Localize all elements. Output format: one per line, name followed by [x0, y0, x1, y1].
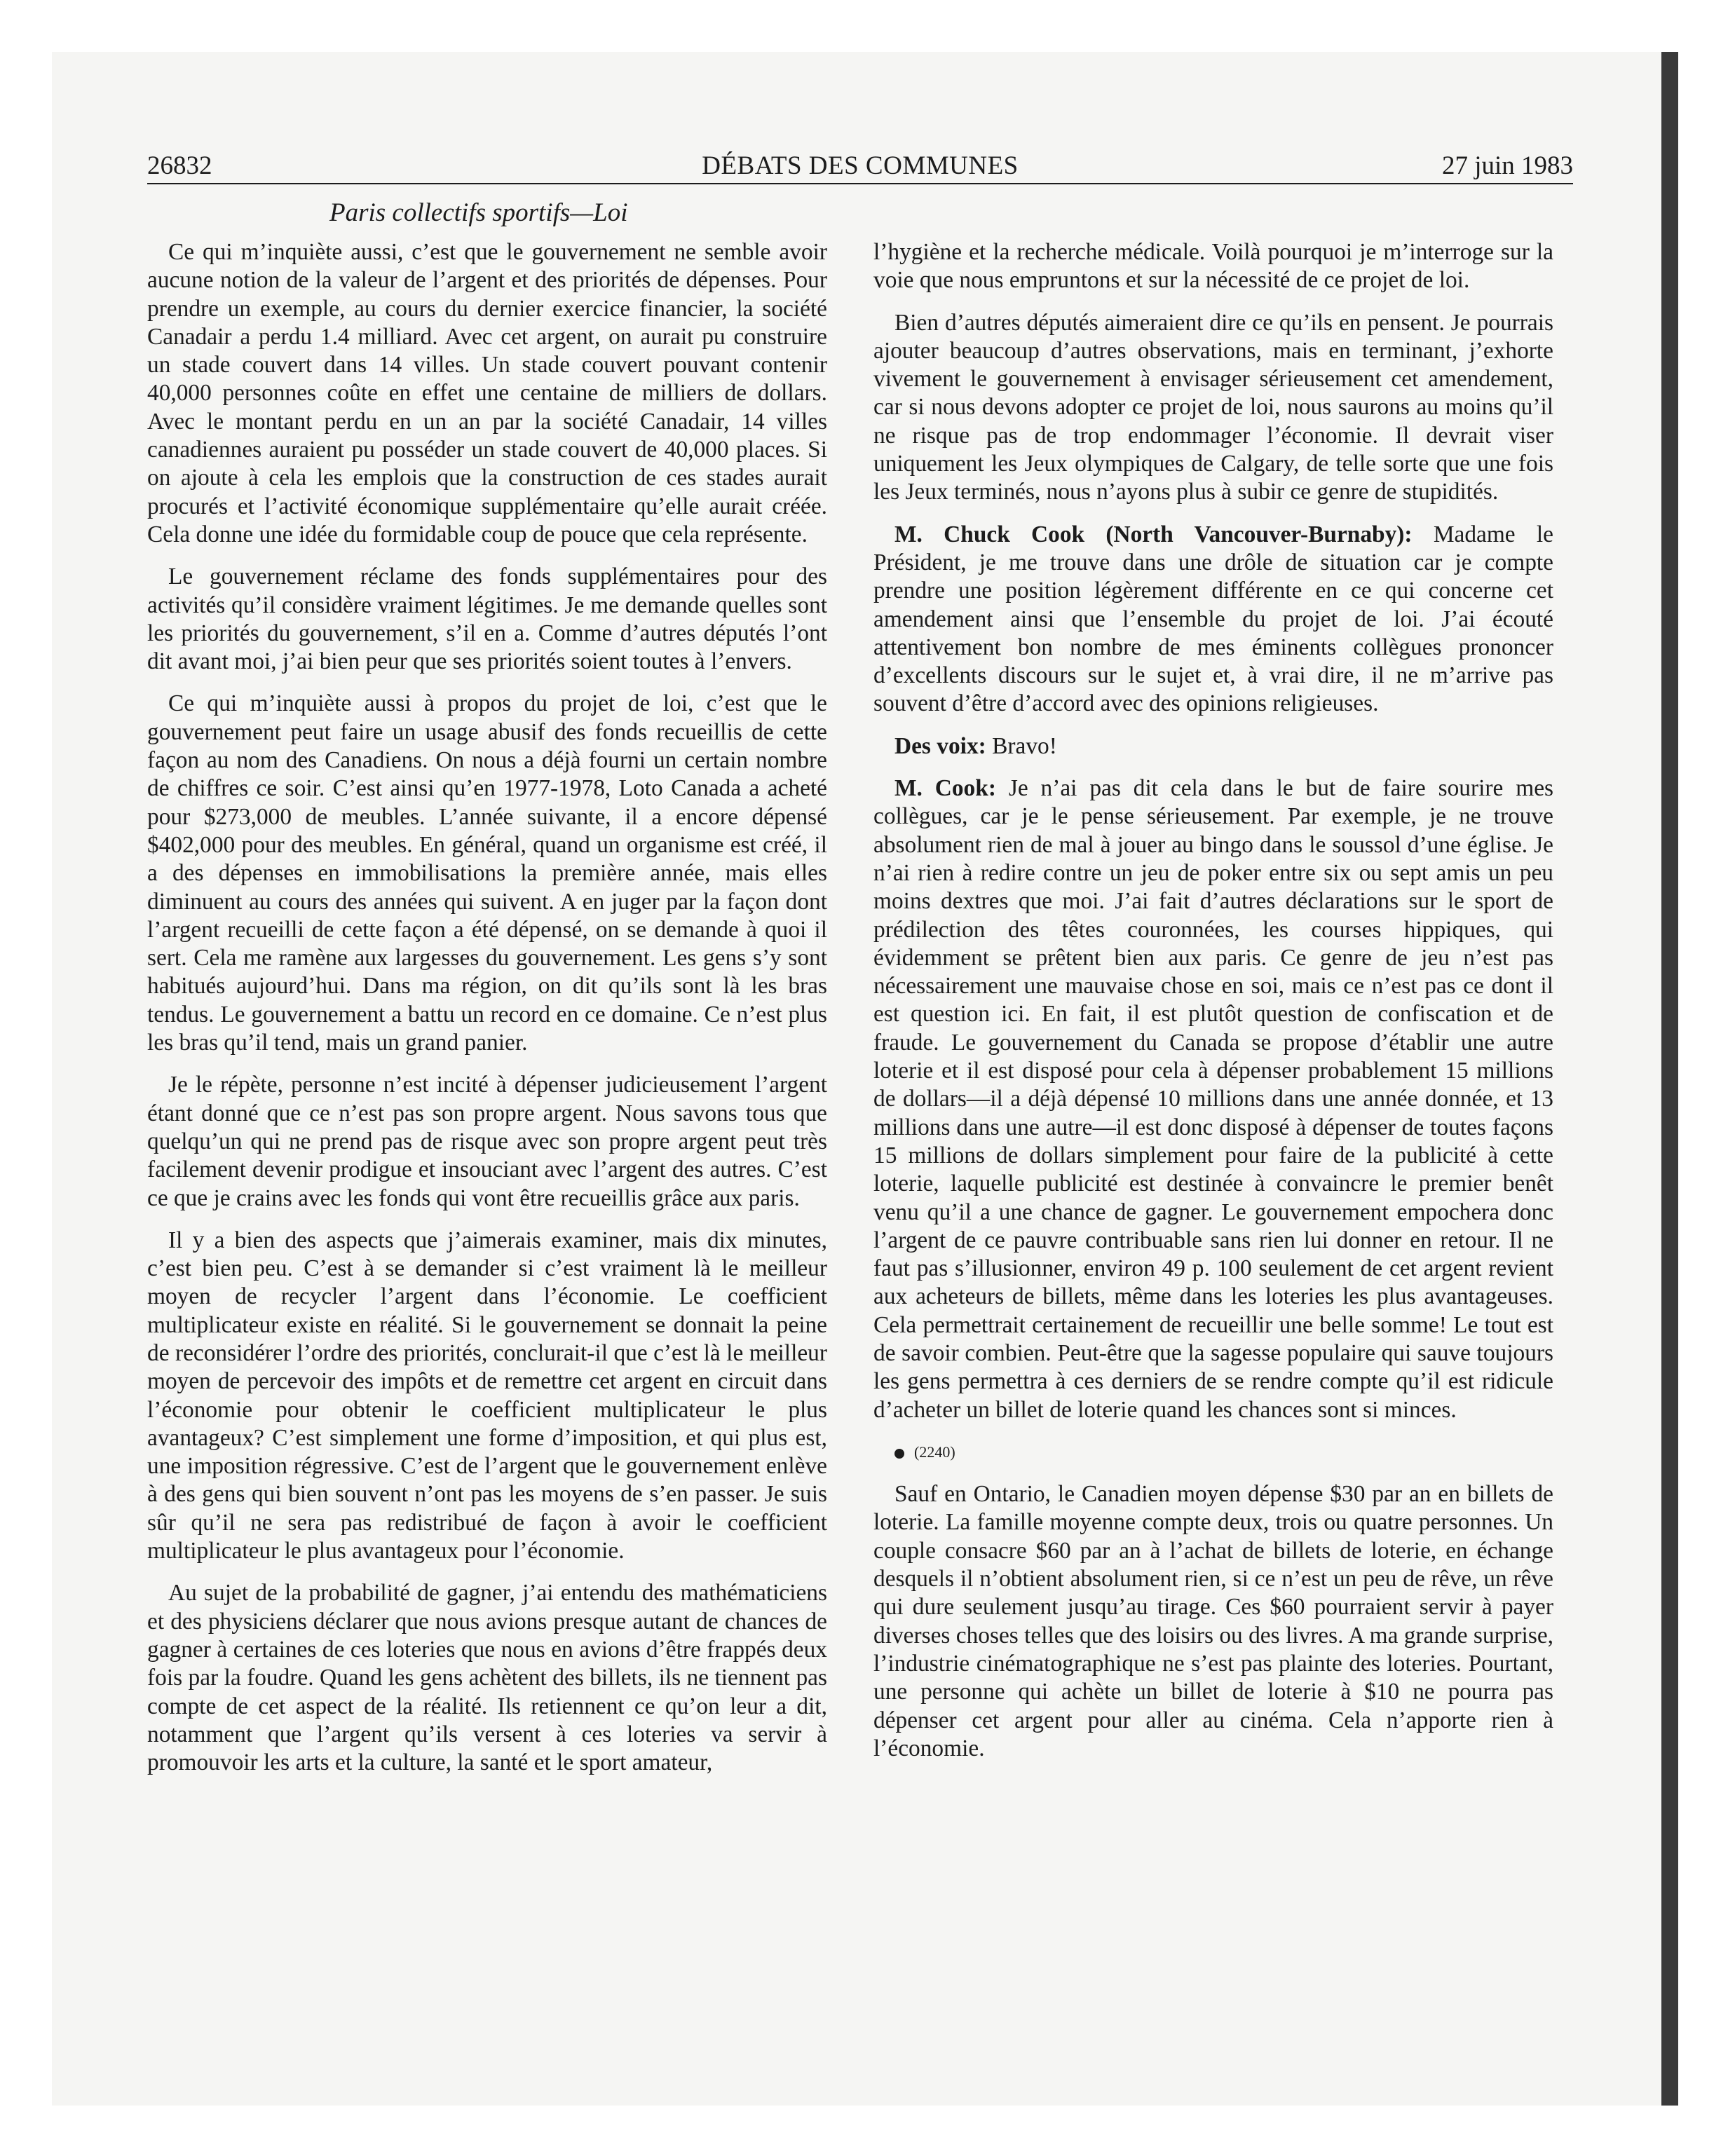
- right-column: [873, 238, 1553, 1777]
- speech-text: Bravo!: [986, 732, 1057, 759]
- paragraph: Il y a bien des aspects que j’aimerais examiner, mais dix minutes, c’est bien peu. C’est à se demander si c’est vraiment là le meilleur moyen de recycler l’argent dans l’économie. Le coefficient multiplicateur existe en réalité. Si le gouvernement se donnait la peine de reconsidérer l’ordre des priorités, conclurait-il que c’est là le meilleur moyen de percevoir des impôts et de remettre cet argent en circuit dans l’économie pour obtenir le coefficient multiplicateur le plus avantageux? C’est simplement une forme d’imposition, et qui plus est, une imposition régressive. C’est de l’argent que le gouvernement enlève à des gens qui bien souvent n’ont pas les moyens de s’en passer. Je suis sûr qu’il ne sera pas redistribué de façon à avoir le coefficient multiplicateur le plus avantageux pour l’économie.: [147, 1227, 827, 1564]
- paragraph: Au sujet de la probabilité de gagner, j’ai entendu des mathématiciens et des physiciens déclarer que nous avions presque autant de chances de gagner à certaines de ces loteries que nous en avions d’être frappés deux fois par la foudre. Quand les gens achètent des billets, ils ne tiennent pas compte de cet aspect de la réalité. Ils retiennent ce qu’on leur a dit, notamment que l’argent qu’ils versent à ces loteries va servir à promouvoir les arts et la culture, la santé et le sport amateur,: [147, 1580, 827, 1776]
- paragraph: Je le répète, personne n’est incité à dépenser judicieusement l’argent étant donné que ce n’est pas son propre argent. Nous savons tous que quelqu’un qui ne prend pas de risque avec son propre argent peut très facilement devenir prodigue et insouciant avec l’argent des autres. C’est ce que je crains avec les fonds qui vont être recueillis grâce aux paris.: [147, 1072, 827, 1211]
- speech-text: Je n’ai pas dit cela dans le but de faire sourire mes collègues, car je le pense sérieusement. Par exemple, je ne trouve absolument rien de mal à jouer au bingo dans le soussol d’une église. Je n’ai rien à redire contre un jeu de poker entre six ou sept amis un peu moins dextres que moi. J’ai fait d’autres déclarations sur le sport de prédilection des têtes couronnées, les courses hippiques, qui évidemment se prêtent bien aux paris. Ce genre de jeu n’est pas nécessairement une mauvaise chose en soi, mais ce n’est pas ce dont il est question ici. En fait, il est plutôt question de confiscation et de fraude. Le gouvernement du Canada se propose d’établir une autre loterie et il est disposé pour cela à dépenser probablement 15 millions de dollars—il a déjà dépensé 10 millions dans une année donnée, et 13 millions dans une autre—il est donc disposé à dépenser de toutes façons 15 millions de dollars simplement pour faire de la publicité à cette loterie, laquelle publicité est destinée à convaincre le premier benêt venu qu’il a une chance de gagner. Le gouvernement empochera donc l’argent de ce pauvre contribuable sans rien lui donner en retour. Il ne faut pas s’illusionner, environ 49 p. 100 seulement de cet argent revient aux acheteurs de billets, même dans les loteries les plus avantageuses. Cela permettrait certainement de recueillir une belle somme! Le tout est de savoir combien. Peut-être que la sagesse populaire qui sauve toujours les gens permettra à ces derniers de se rendre compte qu’il est ridicule d’acheter un billet de loterie quand les chances sont si minces.: [873, 775, 1554, 1423]
- left-column: [147, 238, 827, 1791]
- paragraph: Le gouvernement réclame des fonds supplémentaires pour des activités qu’il considère vraiment légitimes. Je me demande quelles sont les priorités du gouvernement, s’il en a. Comme d’autres députés l’ont dit avant moi, j’ai bien peur que ses priorités soient toutes à l’envers.: [147, 564, 827, 675]
- scan-edge: [1661, 52, 1678, 2106]
- bullet-dot-icon: [894, 1449, 904, 1459]
- header-rule: [147, 183, 1573, 184]
- speaker-name: Des voix:: [894, 732, 986, 759]
- publication-title: DÉBATS DES COMMUNES: [702, 151, 1019, 180]
- section-subtitle: Paris collectifs sportifs—Loi: [329, 198, 628, 227]
- speaker-name: M. Cook:: [894, 775, 996, 802]
- paragraph: Ce qui m’inquiète aussi, c’est que le gouvernement ne semble avoir aucune notion de la valeur de l’argent et des priorités de dépenses. Pour prendre un exemple, au cours du dernier exercice financier, la société Canadair a perdu 1.4 milliard. Avec cet argent, on aurait pu construire un stade couvert dans 14 villes. Un stade couvert pouvant contenir 40,000 personnes coûte en effet une centaine de milliers de dollars. Avec le montant perdu en un an par la société Canadair, 14 villes canadiennes auraient pu posséder un stade couvert de 40,000 places. Si on ajoute à cela les emplois que la construction de ces stades aurait procurés et l’activité économique supplémentaire qu’elle aurait créée. Cela donne une idée du formidable coup de pouce que cela représente.: [147, 239, 827, 547]
- speech-cook-continued: [873, 775, 1553, 1424]
- document-page: [147, 0, 1573, 2156]
- paragraph: Ce qui m’inquiète aussi à propos du projet de loi, c’est que le gouvernement peut faire un usage abusif des fonds recueillis de cette façon au nom des Canadiens. On nous a déjà fourni un certain nombre de chiffres ce soir. C’est ainsi qu’en 1977-1978, Loto Canada a acheté pour $273,000 de meubles. L’année suivante, il a encore dépensé $402,000 pour des meubles. En général, quand un organisme est créé, il a des dépenses en immobilisations la première année, mais elles diminuent au cours des années qui suivent. A en juger par la façon dont l’argent recueilli de cette façon a été dépensé, on se demande à quoi il sert. Cela me ramène aux largesses du gouvernement. Les gens s’y sont habitués aujourd’hui. Dans ma région, on dit qu’ils sont là les bras tendus. Le gouvernement a battu un record en ce domaine. Ce n’est plus les bras qu’il tend, mais un grand panier.: [147, 690, 827, 1056]
- page-header: [147, 146, 1573, 181]
- page-number: 26832: [147, 151, 212, 180]
- paragraph: l’hygiène et la recherche médicale. Voilà pourquoi je m’interroge sur la voie que nous empruntons et sur la nécessité de ce projet de loi.: [873, 239, 1553, 294]
- page-date: 27 juin 1983: [1441, 151, 1573, 180]
- speech-text: Madame le Président, je me trouve dans une drôle de situation car je compte prendre une position légèrement différente en ce qui concerne cet amendement ainsi que l’ensemble du projet de loi. J’ai écouté attentivement bon nombre de mes éminents collègues prononcer d’excellents discours sur le sujet et, à vrai dire, il ne m’arrive pas souvent d’être d’accord avec des opinions religieuses.: [873, 521, 1553, 717]
- time-marker: [873, 1438, 1553, 1466]
- speech-cook-intro: [873, 521, 1553, 718]
- speech-voices: [873, 732, 1553, 760]
- paragraph: Sauf en Ontario, le Canadien moyen dépense $30 par an en billets de loterie. La famille moyenne compte deux, trois ou quatre personnes. Un couple consacre $60 par an à l’achat de billets de loterie, en échange desquels il n’obtient absolument rien, si ce n’est un peu de rêve, un rêve qui dure seulement jusqu’au tirage. Ces $60 pourraient servir à payer diverses choses telles que des loisirs ou des livres. A ma grande surprise, l’industrie cinématographique ne s’est pas plainte des loteries. Pourtant, une personne qui achète un billet de loterie à $10 ne pourra pas dépenser cet argent pour aller au cinéma. Cela n’apporte rien à l’économie.: [873, 1481, 1553, 1761]
- speaker-name: M. Chuck Cook (North Vancouver-Burnaby):: [894, 521, 1413, 547]
- time-marker-text: (2240): [914, 1442, 955, 1461]
- paragraph: Bien d’autres députés aimeraient dire ce qu’ils en pensent. Je pourrais ajouter beaucoup d’autres observations, mais en terminant, j’exhorte vivement le gouvernement à envisager sérieusement cet amendement, car si nous devons adopter ce projet de loi, nous saurons au moins qu’il ne risque pas de trop endommager l’économie. Il devrait viser uniquement les Jeux olympiques de Calgary, de telle sorte que une fois les Jeux terminés, nous n’ayons plus à subir ce genre de stupidités.: [873, 309, 1553, 505]
